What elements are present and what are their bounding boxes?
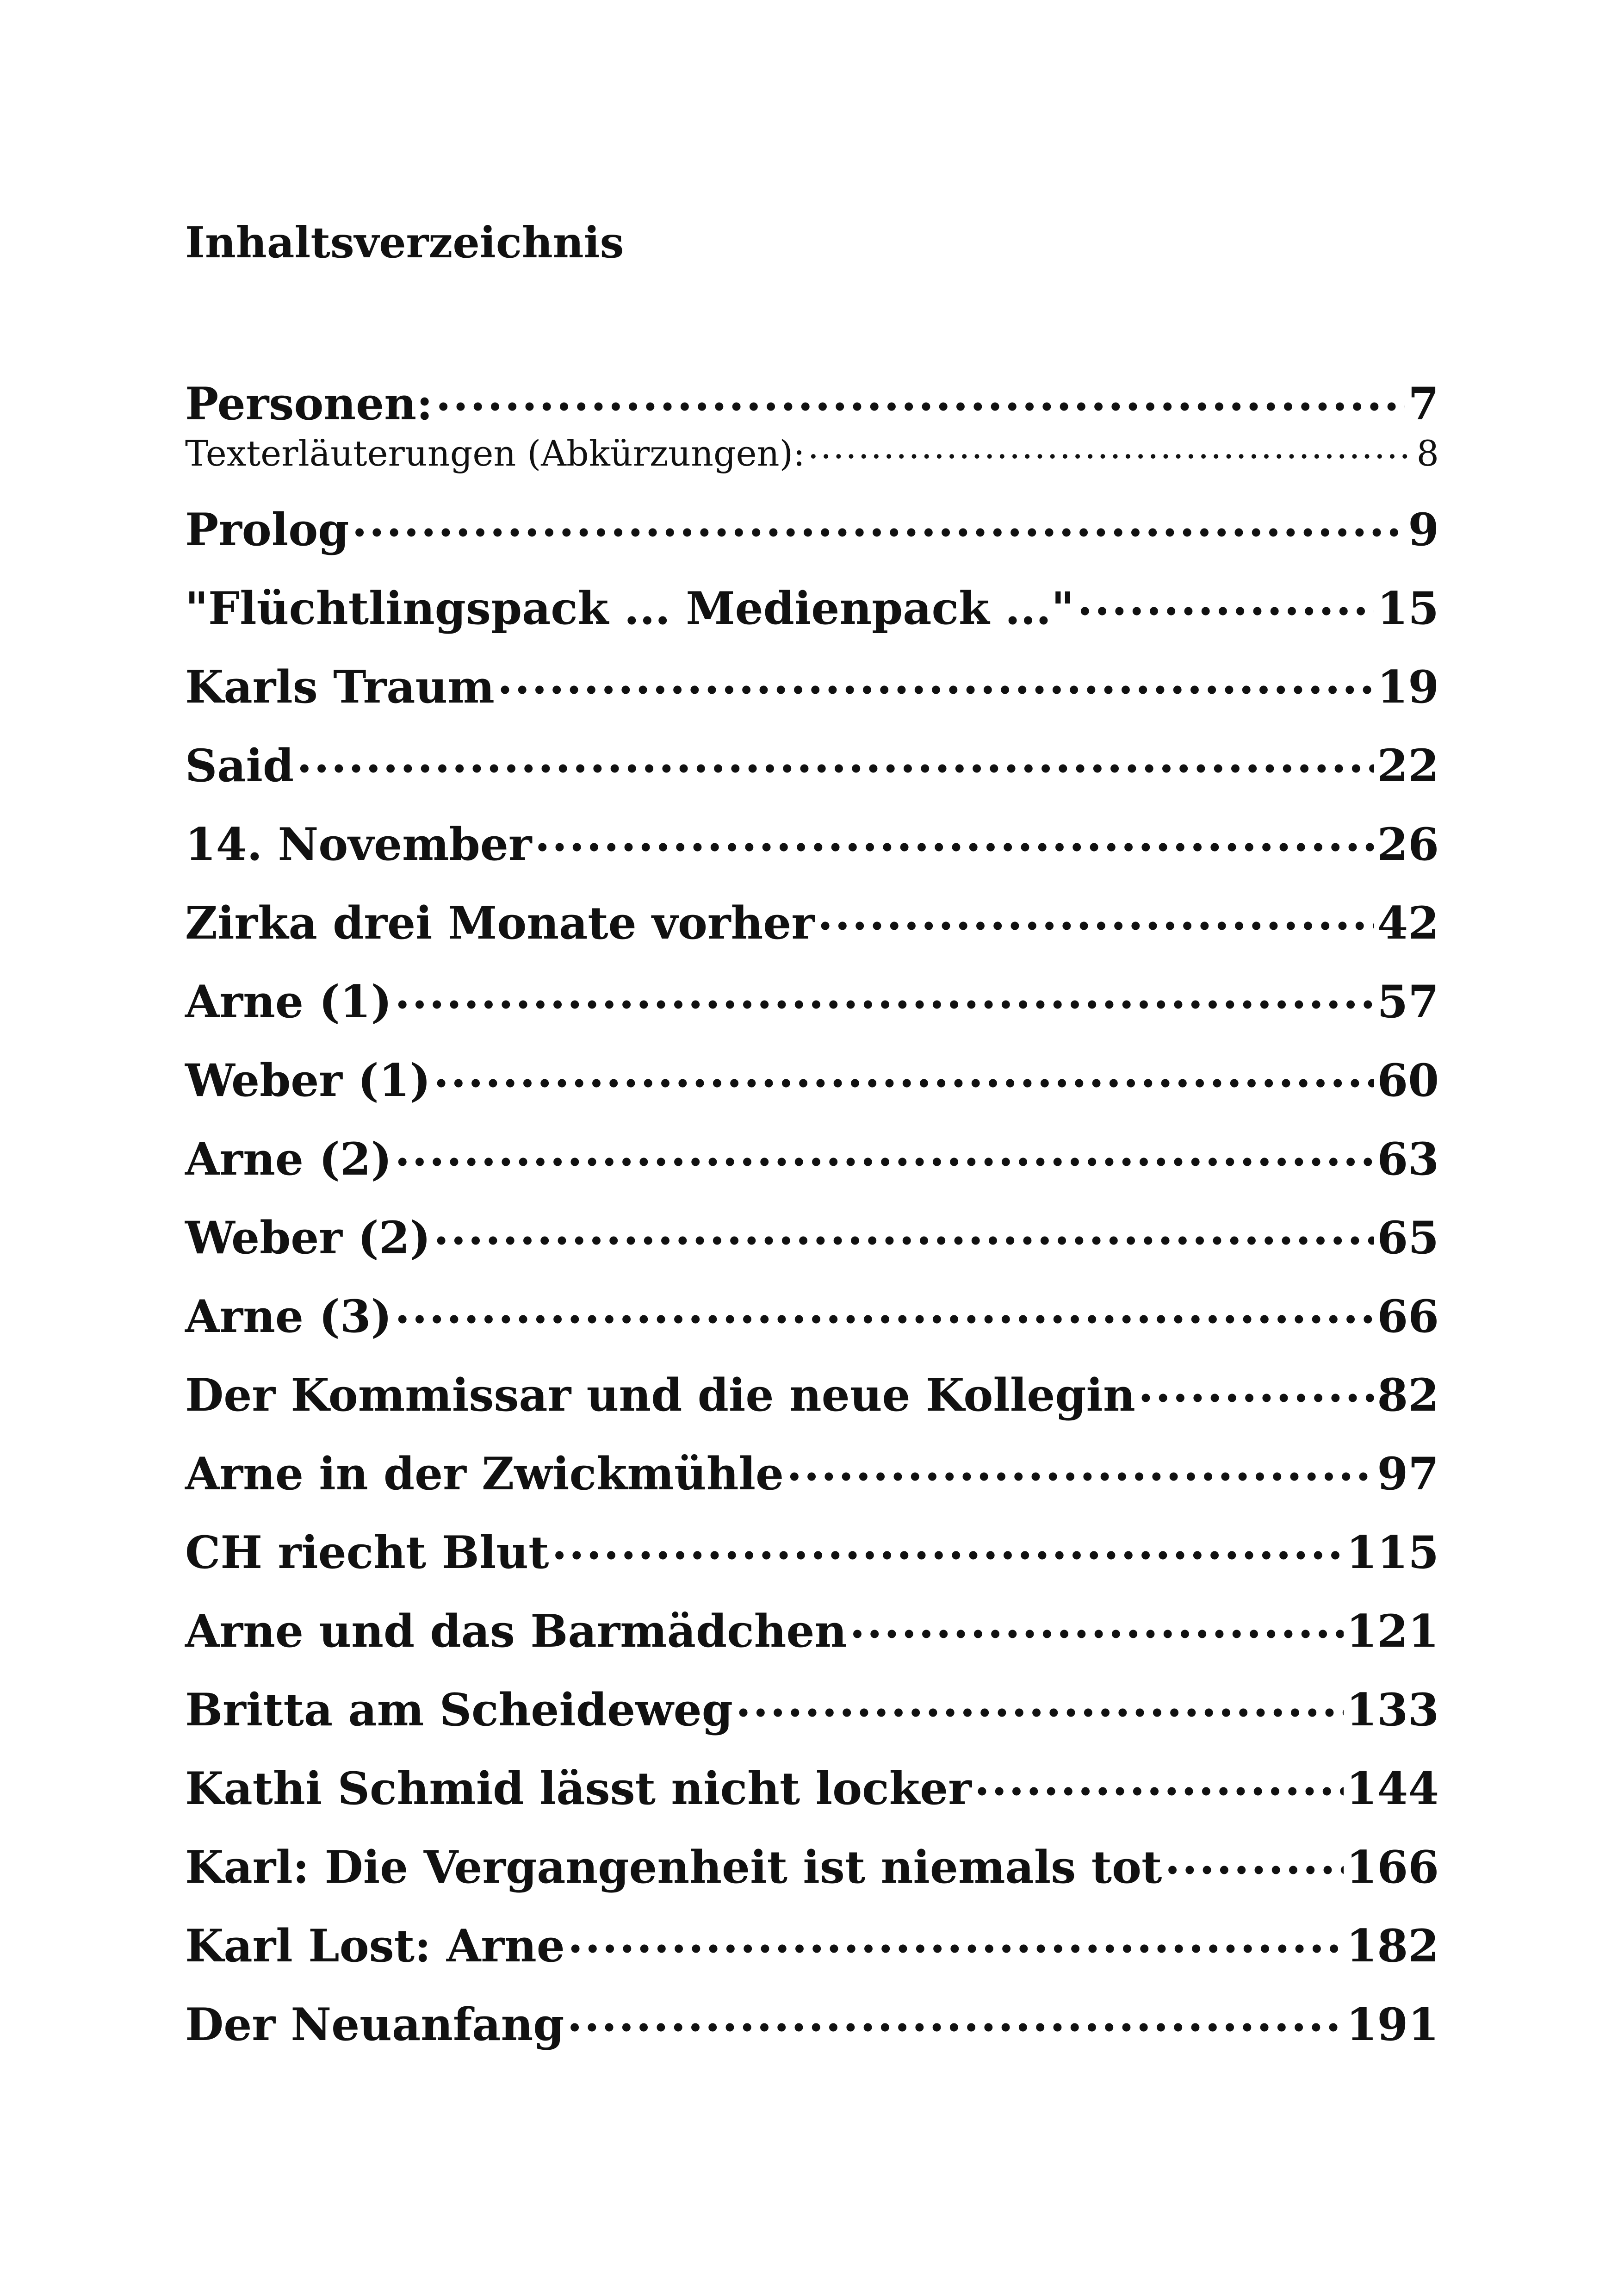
dot-leader [497, 658, 1375, 703]
toc-entry[interactable] [185, 1907, 1439, 1985]
dot-leader [567, 1996, 1343, 2040]
toc-entry[interactable] [185, 491, 1439, 569]
dot-leader [395, 973, 1374, 1017]
toc-entry-title: Zirka drei Monate vorher [185, 897, 815, 949]
toc-entry-title: Arne (2) [185, 1133, 392, 1185]
toc-entry-title: Weber (2) [185, 1212, 431, 1264]
dot-leader [808, 430, 1414, 466]
toc-entry-page: 182 [1346, 1920, 1439, 1972]
toc-entry[interactable] [185, 1671, 1439, 1749]
toc-entry[interactable] [185, 1356, 1439, 1435]
toc-entry-title: Karl Lost: Arne [185, 1920, 565, 1972]
dot-leader [297, 737, 1374, 781]
toc-entry-page: 60 [1377, 1054, 1439, 1107]
toc-entry-title: Der Kommissar und die neue Kollegin [185, 1369, 1135, 1421]
toc-entry-title: Britta am Scheideweg [185, 1684, 733, 1736]
toc-entry-title: Personen: [185, 378, 433, 430]
table-of-contents [185, 375, 1439, 2064]
toc-entry[interactable] [185, 1277, 1439, 1356]
toc-entry[interactable] [185, 884, 1439, 963]
toc-entry-title: Arne (3) [185, 1290, 392, 1343]
toc-entry[interactable] [185, 648, 1439, 727]
dot-leader [395, 1288, 1374, 1332]
toc-entry[interactable] [185, 727, 1439, 805]
dot-leader [1165, 1838, 1343, 1883]
toc-entry-page: 22 [1377, 740, 1439, 792]
toc-entry-page: 63 [1377, 1133, 1439, 1185]
toc-entry[interactable] [185, 1592, 1439, 1671]
dot-leader [787, 1445, 1374, 1489]
dot-leader [434, 1052, 1375, 1096]
toc-entry-page: 82 [1377, 1369, 1439, 1421]
toc-entry-page: 115 [1346, 1526, 1439, 1579]
toc-entry[interactable] [185, 1513, 1439, 1592]
toc-entry-page: 9 [1408, 504, 1439, 556]
dot-leader [434, 1209, 1375, 1253]
toc-entry-title: Weber (1) [185, 1054, 431, 1107]
toc-entry-page: 66 [1377, 1290, 1439, 1343]
dot-leader [435, 375, 1405, 419]
toc-entry-title: Arne (1) [185, 976, 392, 1028]
dot-leader [818, 894, 1374, 939]
toc-entry-page: 121 [1346, 1605, 1439, 1657]
toc-entry-page: 97 [1377, 1448, 1439, 1500]
toc-entry[interactable] [185, 375, 1439, 430]
toc-entry[interactable] [185, 1435, 1439, 1513]
toc-entry-title: CH riecht Blut [185, 1526, 549, 1579]
dot-leader [1138, 1366, 1375, 1411]
toc-entry[interactable] [185, 1749, 1439, 1828]
dot-leader [534, 815, 1374, 860]
toc-entry-title: "Flüchtlingspack ... Medienpack ..." [185, 582, 1075, 635]
toc-entry[interactable] [185, 805, 1439, 884]
toc-entry[interactable] [185, 1199, 1439, 1277]
toc-entry-title: Said [185, 740, 294, 792]
toc-entry-title: Prolog [185, 504, 349, 556]
toc-entry-title: Texterläuterungen (Abkürzungen): [185, 433, 805, 474]
dot-leader [395, 1130, 1374, 1175]
dot-leader [352, 501, 1405, 545]
toc-entry-page: 144 [1346, 1762, 1439, 1815]
toc-entry-page: 15 [1377, 582, 1439, 635]
toc-entry[interactable] [185, 569, 1439, 648]
toc-entry-title: Arne und das Barmädchen [185, 1605, 847, 1657]
toc-entry-page: 8 [1416, 433, 1439, 474]
toc-entry-title: Kathi Schmid lässt nicht locker [185, 1762, 972, 1815]
toc-entry[interactable] [185, 1120, 1439, 1199]
toc-entry-page: 26 [1377, 818, 1439, 871]
toc-entry-page: 166 [1346, 1841, 1439, 1893]
toc-entry-title: Karls Traum [185, 661, 495, 713]
toc-entry-title: Arne in der Zwickmühle [185, 1448, 784, 1500]
toc-entry[interactable] [185, 1828, 1439, 1907]
dot-leader [974, 1760, 1344, 1804]
toc-entry-title: Der Neuanfang [185, 1998, 564, 2051]
toc-entry-title: 14. November [185, 818, 532, 871]
toc-entry[interactable] [185, 426, 1439, 491]
page-title: Inhaltsverzeichnis [185, 218, 624, 268]
toc-entry-page: 42 [1377, 897, 1439, 949]
toc-entry-page: 19 [1377, 661, 1439, 713]
dot-leader [1077, 579, 1374, 624]
toc-entry-title: Karl: Die Vergangenheit ist niemals tot [185, 1841, 1162, 1893]
dot-leader [849, 1602, 1343, 1647]
toc-entry-page: 133 [1346, 1684, 1439, 1736]
toc-entry[interactable] [185, 1985, 1439, 2064]
toc-entry[interactable] [185, 963, 1439, 1041]
dot-leader [552, 1524, 1343, 1568]
toc-entry-page: 57 [1377, 976, 1439, 1028]
toc-entry-page: 191 [1346, 1998, 1439, 2051]
dot-leader [568, 1917, 1344, 1961]
toc-entry-page: 7 [1408, 378, 1439, 430]
toc-entry[interactable] [185, 1041, 1439, 1120]
toc-entry-page: 65 [1377, 1212, 1439, 1264]
dot-leader [736, 1681, 1344, 1725]
